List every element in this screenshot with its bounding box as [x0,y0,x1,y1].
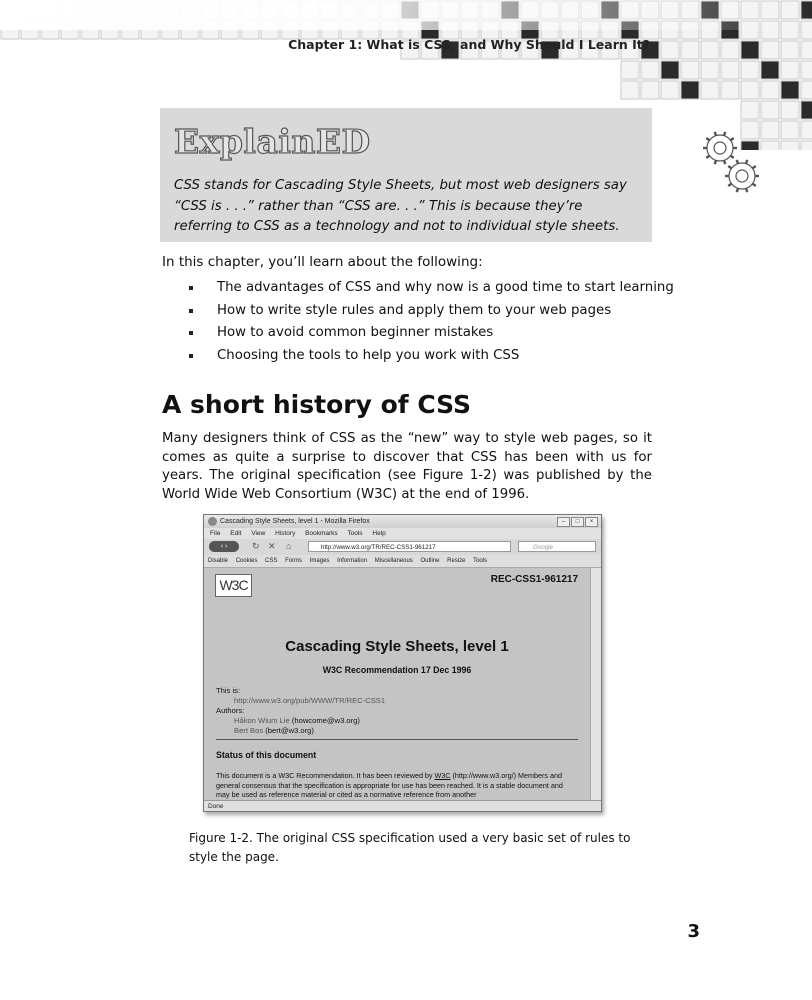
checker-cell [741,41,759,59]
checker-cell [781,141,799,150]
devbar-disable: Disable [208,558,229,564]
checker-cell [641,61,659,79]
menu-help: Help [372,530,386,537]
list-item: How to write style rules and apply them to your web pages [189,302,674,325]
checker-cell [761,101,779,119]
checker-cell [721,41,739,59]
running-head: Chapter 1: What is CSS, and Why Should I Learn It? [288,37,650,52]
checker-cell [621,61,639,79]
devbar-images: Images [309,558,330,564]
devbar-cookies: Cookies [235,558,258,564]
devbar-miscellaneous: Miscellaneous [374,558,413,564]
checker-cell [661,41,679,59]
menu-view: View [251,530,266,537]
checker-cell [681,41,699,59]
reload-icon: ↻ [252,541,260,551]
menu-edit: Edit [230,530,242,537]
back-forward-icon: ‹ › [209,541,239,552]
checker-cell [661,81,679,99]
this-is-link: http://www.w3.org/pub/WWW/TR/REC-CSS1 [234,696,386,705]
menu-file: File [210,530,221,537]
checker-cell [801,41,812,59]
web-developer-toolbar [204,555,601,568]
checker-cell [721,61,739,79]
checker-cell [741,101,759,119]
browser-statusbar: Done [204,800,601,811]
browser-content-area [204,568,590,800]
devbar-tools: Tools [473,558,488,564]
page-number: 3 [687,921,700,942]
bullet-icon [189,309,193,313]
checker-cell [661,61,679,79]
checker-cell [641,81,659,99]
search-box: Google [518,541,596,552]
status-paragraph: This document is a W3C Recommendation. It has been reviewed by W3C (http://www.w3.org/) Members and general consensus that the specification is appropriate for use has been reached. It is a stable document and may be used as reference material or cited as a normative reference from another [216,771,563,799]
close-icon: × [585,517,598,527]
firefox-icon [208,517,217,526]
document-id: REC-CSS1-961217 [490,574,578,585]
explained-logo: ExplainED [174,122,371,161]
checker-cell [801,81,812,99]
list-item: The advantages of CSS and why now is a good time to start learning [189,279,674,302]
list-item: How to avoid common beginner mistakes [189,324,674,347]
minimize-icon: – [557,517,570,527]
authors-label: Authors: [216,706,245,715]
window-buttons [557,517,598,527]
browser-navbar [204,539,601,555]
w3c-logo: W3C [215,574,252,597]
checker-cell [781,41,799,59]
document-title: Cascading Style Sheets, level 1 [285,638,509,655]
devbar-outline: Outline [420,558,440,564]
devbar-information: Information [337,558,368,564]
devbar-css: CSS [265,558,278,564]
author-1: Håkon Wium Lie (howcome@w3.org) [234,716,360,725]
this-is-label: This is: [216,686,241,695]
browser-menubar [204,528,601,539]
home-icon: ⌂ [286,541,292,551]
checker-cell [681,81,699,99]
checker-cell [621,81,639,99]
gears-icon [698,124,764,198]
window-title: Cascading Style Sheets, level 1 - Mozilla Firefox [220,518,370,525]
maximize-icon: □ [571,517,584,527]
checker-cell [781,61,799,79]
bullet-icon [189,354,193,358]
browser-titlebar [204,515,601,528]
checker-cell [701,81,719,99]
checker-cell [701,61,719,79]
checker-cell [801,141,812,150]
chapter-intro: In this chapter, you’ll learn about the following: [162,254,483,270]
body-paragraph: Many designers think of CSS as the “new” way to style web pages, so it comes as quite a surprise to discover that CSS has been with us for years. The original specification (see Figure 1-2) was published by the World Wide Web Consortium (W3C) at the end of 1996. [162,431,652,502]
author-2: Bert Bos (bert@w3.org) [234,726,314,735]
checker-cell [741,81,759,99]
checker-cell [781,101,799,119]
checker-cell [801,121,812,139]
document-subtitle: W3C Recommendation 17 Dec 1996 [322,665,472,675]
stop-icon: ✕ [268,541,276,551]
menu-tools: Tools [347,530,363,537]
bullet-icon [189,286,193,290]
checker-cell [781,81,799,99]
checker-cell [801,61,812,79]
browser-screenshot-figure [203,514,602,812]
figure-caption: Figure 1-2. The original CSS specification used a very basic set of rules to style the page. [189,831,631,864]
section-heading: A short history of CSS [162,390,472,419]
checker-cell [761,81,779,99]
checker-cell [721,81,739,99]
menu-bookmarks: Bookmarks [305,530,338,537]
checker-cell [681,61,699,79]
bullet-list [189,279,674,369]
browser-scrollbar [590,568,601,800]
list-item: Choosing the tools to help you work with CSS [189,347,674,370]
checker-cell [761,61,779,79]
explained-sidebar-box [160,108,652,242]
checker-cell [741,61,759,79]
checker-cell [761,41,779,59]
devbar-forms: Forms [285,558,303,564]
menu-history: History [275,530,296,537]
url-bar: http://www.w3.org/TR/REC-CSS1-961217 [308,541,511,552]
status-heading: Status of this document [216,750,317,760]
checker-cell [801,101,812,119]
divider [216,739,578,740]
explained-text: CSS stands for Cascading Style Sheets, but most web designers say “CSS is . . .” rather than “CSS are. . .” This is because they’re referring to CSS as a technology and not to individual style sheets. [174,178,627,234]
checker-cell [701,41,719,59]
checker-cell [781,121,799,139]
devbar-resize: Resize [447,558,466,564]
bullet-icon [189,331,193,335]
